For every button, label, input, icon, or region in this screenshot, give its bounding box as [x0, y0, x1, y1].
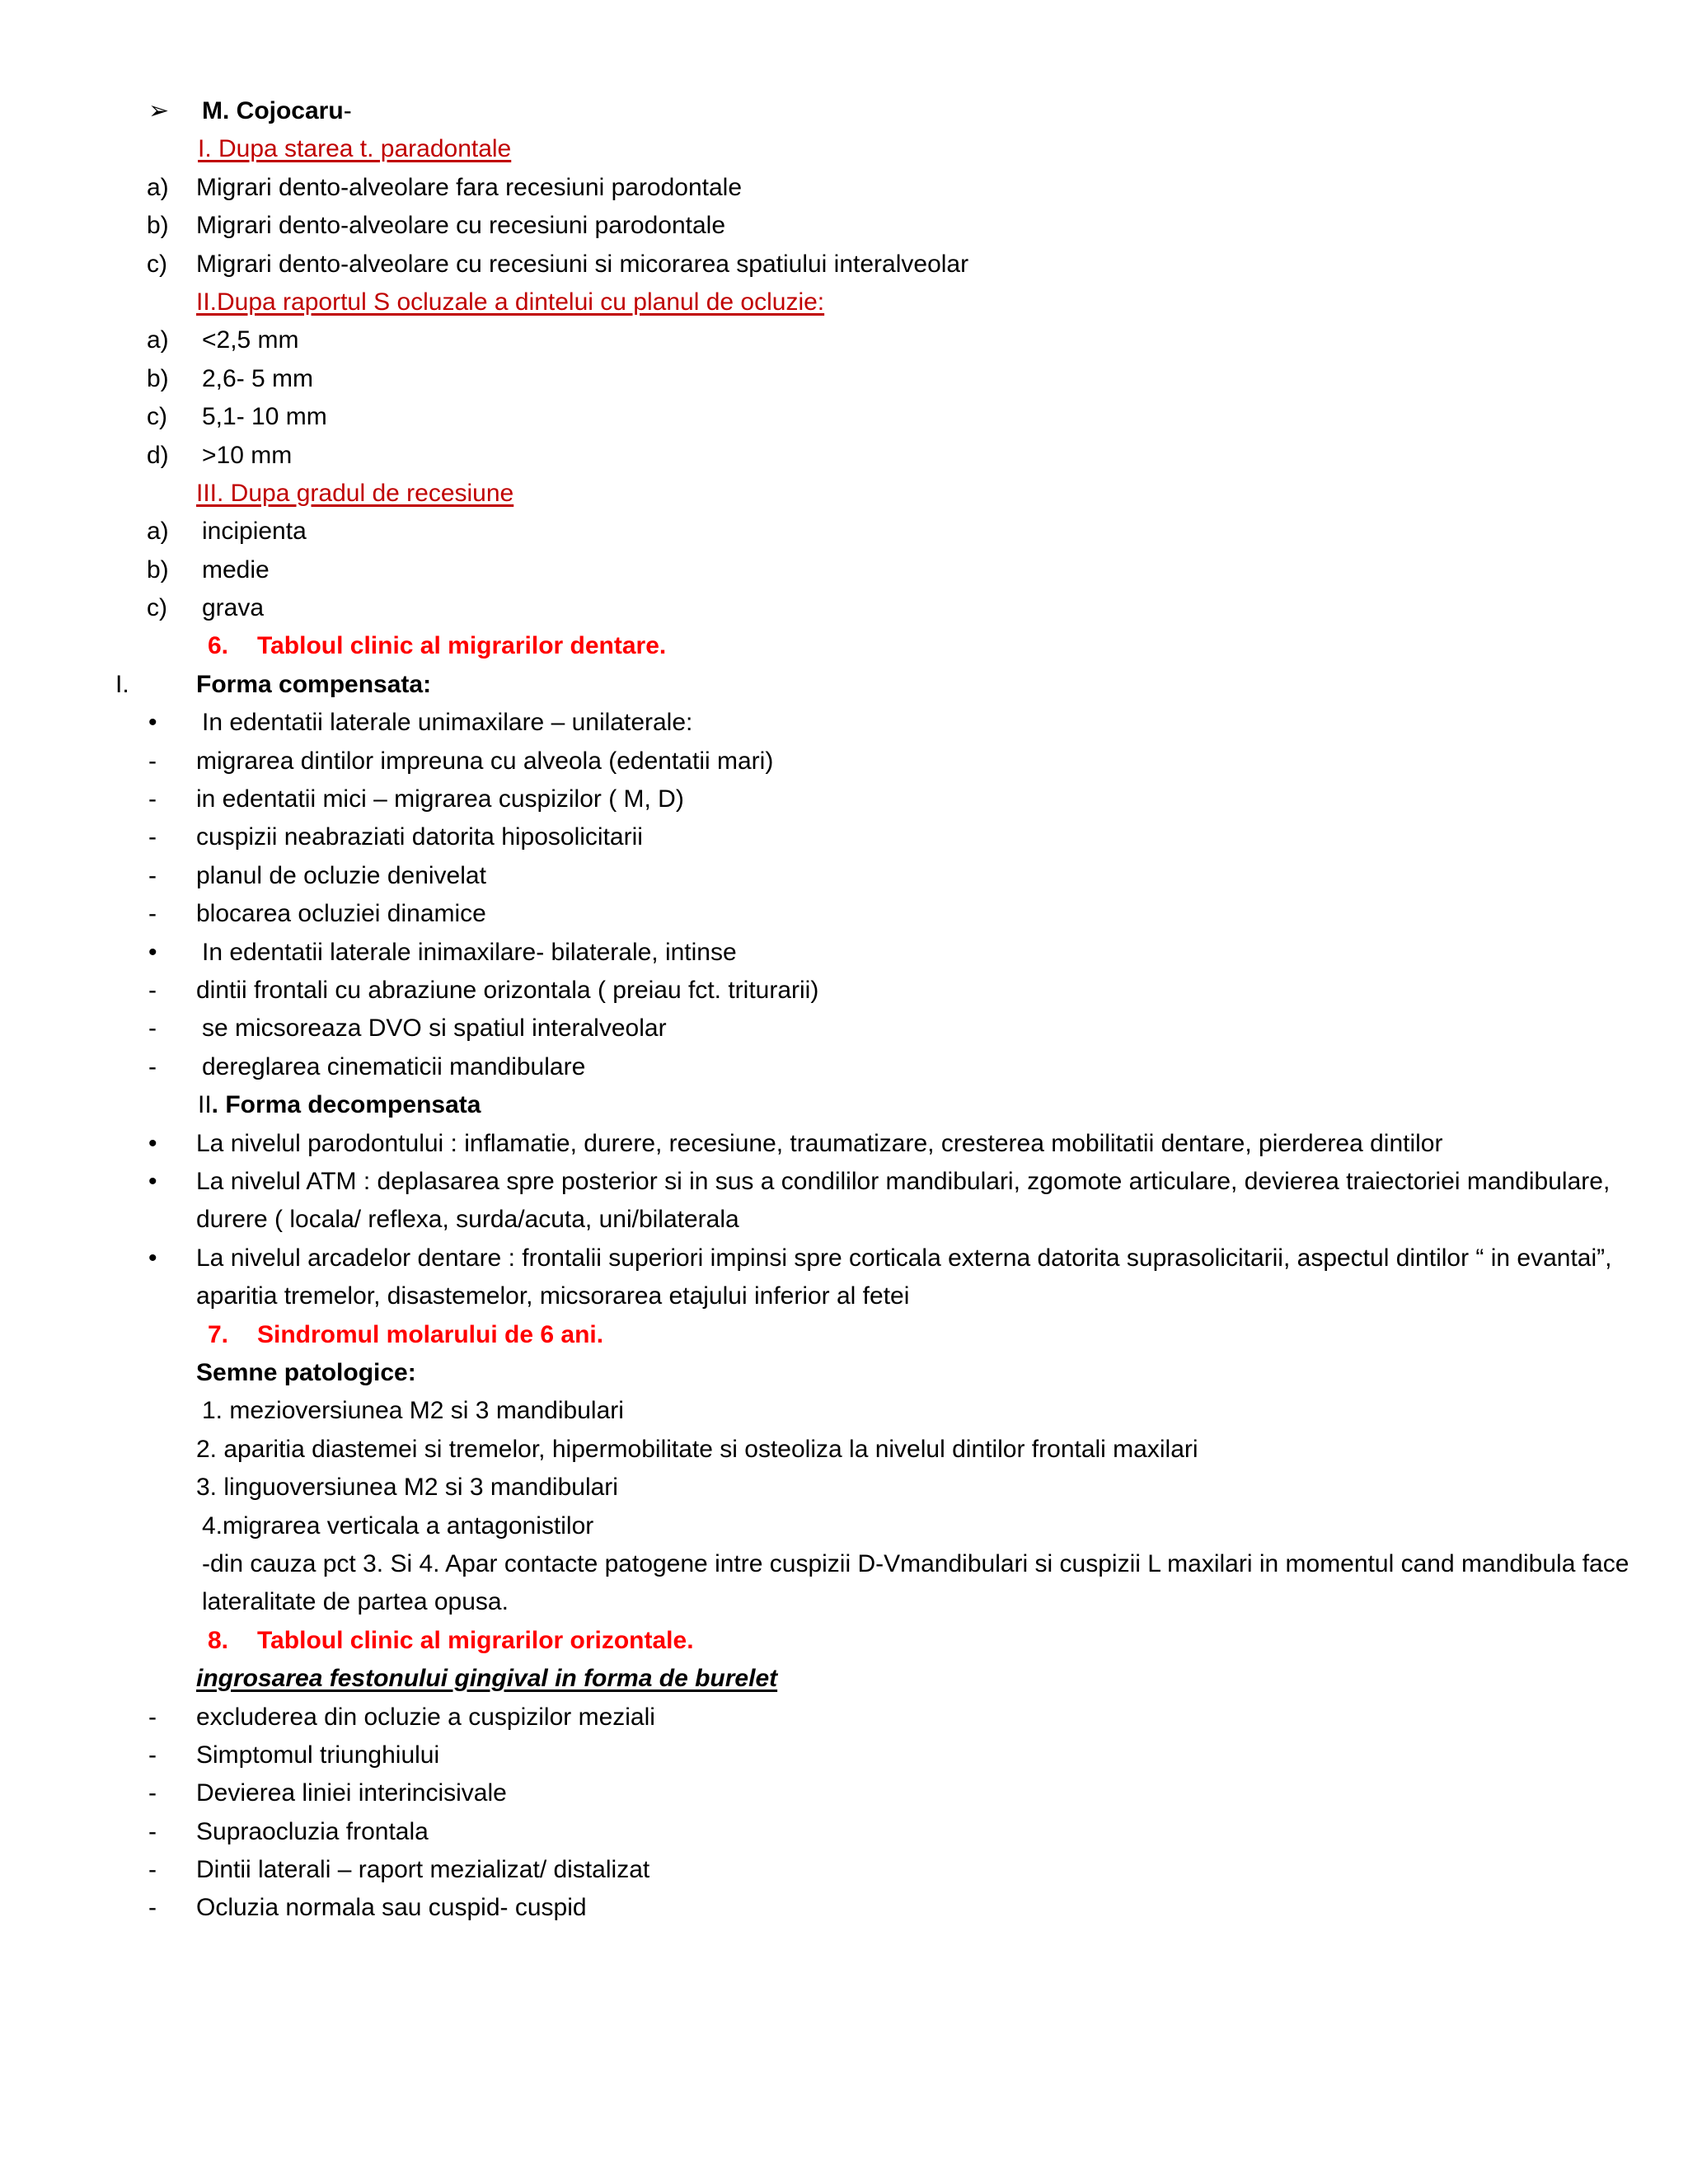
line-tail: . Forma decompensata: [211, 1091, 481, 1119]
line-text: [208, 627, 666, 665]
line-content: Migrari dento-alveolare fara recesiuni parodontale: [196, 173, 743, 201]
document-line: [0, 666, 1688, 704]
list-marker: -: [148, 747, 157, 775]
line-content: Tabloul clinic al migrarilor orizontale.: [257, 1626, 694, 1654]
line-text: [196, 1469, 618, 1507]
document-line: [0, 1392, 1688, 1430]
list-marker: c): [147, 250, 167, 278]
line-text: [198, 1086, 481, 1124]
list-marker: c): [147, 594, 167, 622]
document-line: [0, 1010, 1688, 1047]
document-line: [0, 1316, 1688, 1354]
list-marker: -: [148, 1894, 157, 1922]
line-text: [196, 475, 513, 513]
line-text: [196, 1240, 1639, 1316]
line-text: [196, 857, 486, 895]
list-marker: •: [148, 1129, 157, 1157]
line-text: [202, 1010, 667, 1047]
line-text: [196, 818, 643, 856]
line-content: incipienta: [202, 518, 307, 546]
line-text: [196, 743, 773, 780]
line-text: [202, 589, 264, 627]
list-marker: a): [147, 173, 169, 201]
line-text: [196, 284, 824, 321]
line-content: M. Cojocaru: [202, 97, 344, 124]
line-text: [202, 513, 307, 551]
line-content: dereglarea cinematicii mandibulare: [202, 1052, 586, 1080]
line-content: II: [198, 1091, 212, 1119]
document-line: [0, 1889, 1688, 1927]
document-line: [0, 207, 1688, 245]
line-content: planul de ocluzie denivelat: [196, 861, 486, 889]
line-text: [196, 1736, 439, 1774]
list-marker: b): [147, 364, 169, 392]
line-text: [196, 1125, 1442, 1163]
list-marker: a): [147, 518, 169, 546]
line-content: ingrosarea festonului gingival in forma de burelet: [196, 1665, 778, 1693]
line-content: blocarea ocluziei dinamice: [196, 900, 486, 928]
document-line: [0, 743, 1688, 780]
list-marker: -: [148, 1741, 157, 1769]
list-marker: -: [148, 1779, 157, 1807]
document-line: [0, 934, 1688, 972]
line-content: 2. aparitia diastemei si tremelor, hipermobilitate si osteoliza la nivelul dintilor frontali maxilari: [196, 1435, 1198, 1463]
document-line: [0, 321, 1688, 359]
line-content: dintii frontali cu abraziune orizontala ( preiau fct. triturarii): [196, 976, 819, 1004]
list-marker: -: [148, 823, 157, 851]
document-line: [0, 437, 1688, 475]
document-line: [0, 475, 1688, 513]
document-line: [0, 818, 1688, 856]
list-marker: -: [148, 1052, 157, 1080]
line-text: [196, 780, 684, 818]
line-content: migrarea dintilor impreuna cu alveola (edentatii mari): [196, 747, 774, 775]
line-content: 1. mezioversiunea M2 si 3 mandibulari: [202, 1397, 624, 1425]
document-line: [0, 627, 1688, 665]
line-text: [196, 1163, 1639, 1240]
line-content: La nivelul ATM : deplasarea spre posterior si in sus a condililor mandibulari, zgomote articulare, devierea traiectoriei mandibulare, durere ( locala/ reflexa, surda/acuta, uni/bilaterala: [196, 1167, 1611, 1234]
list-marker: I.: [115, 670, 129, 698]
line-text: [202, 92, 352, 130]
list-marker: •: [148, 709, 157, 737]
line-text: [202, 1048, 585, 1086]
list-marker: c): [147, 403, 167, 431]
line-content: Ocluzia normala sau cuspid- cuspid: [196, 1894, 587, 1922]
document-line: [0, 1354, 1688, 1392]
section-number: 6.: [208, 632, 229, 660]
line-content: Sindromul molarului de 6 ani.: [257, 1320, 604, 1348]
line-text: [202, 360, 313, 398]
line-text: [196, 246, 968, 284]
line-content: medie: [202, 555, 270, 583]
document-line: [0, 1622, 1688, 1660]
document-line: [0, 92, 1688, 130]
line-content: 5,1- 10 mm: [202, 403, 327, 431]
list-marker: -: [148, 861, 157, 889]
line-content: In edentatii laterale inimaxilare- bilaterale, intinse: [202, 938, 737, 966]
line-content: 2,6- 5 mm: [202, 364, 314, 392]
document-line: [0, 1125, 1688, 1163]
line-text: [202, 437, 292, 475]
document-line: [0, 513, 1688, 551]
list-marker: a): [147, 326, 169, 354]
document-line: [0, 895, 1688, 933]
list-marker: -: [148, 900, 157, 928]
section-number: 8.: [208, 1626, 229, 1654]
section-number: 7.: [208, 1320, 229, 1348]
line-text: [196, 1813, 429, 1851]
document-line: [0, 130, 1688, 168]
line-text: [196, 1774, 507, 1812]
document-line: [0, 360, 1688, 398]
line-content: <2,5 mm: [202, 326, 299, 354]
document-line: [0, 857, 1688, 895]
document-line: [0, 780, 1688, 818]
line-content: >10 mm: [202, 441, 293, 469]
line-text: [208, 1622, 694, 1660]
document-line: [0, 1851, 1688, 1889]
document-line: [0, 1699, 1688, 1736]
line-text: [196, 666, 431, 704]
list-marker: •: [148, 1167, 157, 1195]
line-text: [196, 972, 818, 1010]
line-text: [196, 1660, 777, 1698]
line-content: Migrari dento-alveolare cu recesiuni parodontale: [196, 212, 726, 240]
document-line: [0, 972, 1688, 1010]
list-marker: •: [148, 1244, 157, 1272]
line-text: [196, 207, 725, 245]
line-content: in edentatii mici – migrarea cuspizilor ( M, D): [196, 785, 684, 813]
line-text: [196, 1431, 1198, 1469]
list-marker: b): [147, 212, 169, 240]
document-line: [0, 1240, 1688, 1316]
line-content: Devierea liniei interincisivale: [196, 1779, 507, 1807]
list-marker: •: [148, 938, 157, 966]
document-line: [0, 1660, 1688, 1698]
line-text: [202, 1545, 1639, 1622]
document-line: [0, 398, 1688, 436]
document-line: [0, 1086, 1688, 1124]
line-text: [196, 1889, 587, 1927]
line-content: Forma compensata:: [196, 670, 432, 698]
list-marker: -: [148, 785, 157, 813]
line-text: [196, 1354, 416, 1392]
line-text: [196, 895, 486, 933]
line-text: [198, 130, 511, 168]
line-text: [202, 398, 327, 436]
line-content: cuspizii neabraziati datorita hiposolicitarii: [196, 823, 643, 851]
line-content: I. Dupa starea t. paradontale: [198, 135, 512, 163]
document-line: [0, 1163, 1688, 1240]
line-content: 3. linguoversiunea M2 si 3 mandibulari: [196, 1474, 618, 1502]
list-marker: -: [148, 1817, 157, 1845]
document-line: [0, 284, 1688, 321]
line-content: Migrari dento-alveolare cu recesiuni si micorarea spatiului interalveolar: [196, 250, 969, 278]
document-line: [0, 551, 1688, 589]
line-text: [196, 169, 742, 207]
line-text: [202, 704, 692, 742]
line-content: Tabloul clinic al migrarilor dentare.: [257, 632, 667, 660]
line-content: se micsoreaza DVO si spatiul interalveolar: [202, 1015, 667, 1043]
line-text: [196, 1851, 649, 1889]
line-content: III. Dupa gradul de recesiune: [196, 479, 514, 507]
list-marker: b): [147, 555, 169, 583]
line-text: [202, 321, 299, 359]
document-line: [0, 1813, 1688, 1851]
document-line: [0, 1469, 1688, 1507]
document-body: [0, 92, 1688, 1928]
line-content: La nivelul parodontului : inflamatie, durere, recesiune, traumatizare, cresterea mobilitatii dentare, pierderea dintilor: [196, 1129, 1443, 1157]
list-marker: -: [148, 1703, 157, 1731]
line-content: excluderea din ocluzie a cuspizilor meziali: [196, 1703, 655, 1731]
line-content: Simptomul triunghiului: [196, 1741, 440, 1769]
line-text: [202, 1507, 593, 1545]
document-line: [0, 704, 1688, 742]
document-line: [0, 1507, 1688, 1545]
list-marker: ➢: [148, 97, 170, 124]
list-marker: -: [148, 976, 157, 1004]
line-content: In edentatii laterale unimaxilare – unilaterale:: [202, 709, 693, 737]
list-marker: -: [148, 1015, 157, 1043]
line-content: La nivelul arcadelor dentare : frontalii superiori impinsi spre corticala externa datorita suprasolicitarii, aspectul dintilor “ in evantai”, aparitia tremelor, disastemelor, micsorarea etajului inferior al fetei: [196, 1244, 1612, 1310]
line-content: Supraocluzia frontala: [196, 1817, 429, 1845]
line-content: Semne patologice:: [196, 1358, 416, 1386]
line-content: Dintii laterali – raport mezializat/ distalizat: [196, 1856, 650, 1884]
list-marker: d): [147, 441, 169, 469]
line-text: [208, 1316, 603, 1354]
line-text: [196, 1699, 655, 1736]
line-content: II.Dupa raportul S ocluzale a dintelui cu planul de ocluzie:: [196, 288, 825, 316]
document-line: [0, 1774, 1688, 1812]
document-line: [0, 169, 1688, 207]
line-content: 4.migrarea verticala a antagonistilor: [202, 1511, 594, 1540]
list-marker: -: [148, 1856, 157, 1884]
line-content: -din cauza pct 3. Si 4. Apar contacte patogene intre cuspizii D-Vmandibulari si cuspizii L maxilari in momentul cand mandibula face lateralitate de partea opusa.: [202, 1549, 1629, 1616]
line-content: grava: [202, 594, 265, 622]
document-line: [0, 589, 1688, 627]
document-line: [0, 1431, 1688, 1469]
line-text: [202, 1392, 624, 1430]
line-tail: -: [343, 97, 352, 124]
line-text: [202, 934, 737, 972]
document-line: [0, 246, 1688, 284]
line-text: [202, 551, 270, 589]
document-line: [0, 1545, 1688, 1622]
document-line: [0, 1736, 1688, 1774]
document-line: [0, 1048, 1688, 1086]
